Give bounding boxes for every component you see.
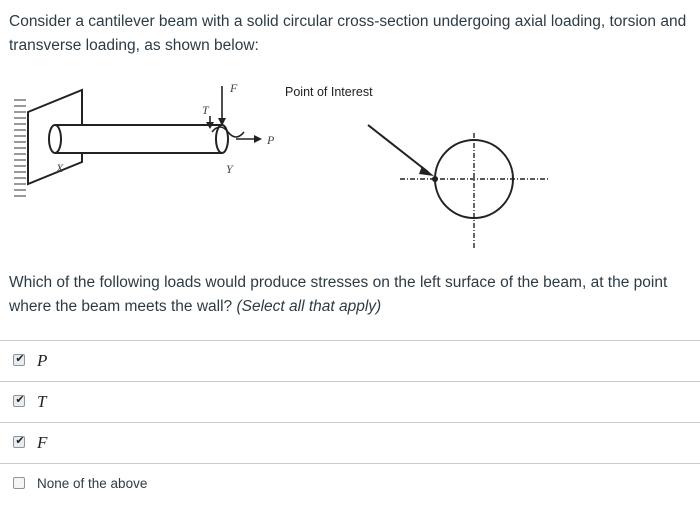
checkmark-icon: ✔ — [15, 434, 25, 447]
label-X: X — [56, 161, 64, 175]
answer-option-P[interactable] — [0, 340, 700, 381]
answer-list — [0, 340, 700, 504]
point-of-interest-arrow — [368, 125, 434, 176]
checkmark-icon: ✔ — [15, 352, 25, 365]
question-text: Which of the following loads would produce stresses on the left surface of the beam, at the point where the beam meets the wall? — [9, 274, 668, 315]
answer-checkbox-none[interactable] — [13, 477, 25, 489]
wall-hatching — [14, 100, 26, 196]
label-T: T — [202, 103, 209, 117]
force-F-arrow — [218, 86, 226, 126]
answer-checkbox-T[interactable] — [13, 395, 25, 407]
beam-figure — [0, 78, 700, 258]
point-of-interest-label: Point of Interest — [285, 85, 373, 99]
answer-option-T[interactable] — [0, 381, 700, 422]
answer-label-T: T — [37, 392, 47, 411]
answer-checkbox-P[interactable] — [13, 354, 25, 366]
beam — [49, 125, 228, 153]
question-intro: Consider a cantilever beam with a solid circular cross-section undergoing axial loading, torsion and transverse loading, as shown below: — [9, 13, 687, 54]
label-P: P — [267, 133, 275, 147]
label-F: F — [230, 81, 238, 95]
answer-option-F[interactable] — [0, 422, 700, 463]
cross-section — [400, 133, 548, 250]
answer-label-none: None of the above — [37, 476, 148, 491]
question-instruction: (Select all that apply) — [236, 298, 382, 315]
question-prompt — [9, 271, 697, 319]
beam-diagram — [0, 78, 700, 258]
answer-label-F: F — [37, 433, 48, 452]
label-Y: Y — [226, 162, 233, 176]
checkmark-icon: ✔ — [15, 393, 25, 406]
answer-checkbox-F[interactable] — [13, 436, 25, 448]
answer-label-P: P — [37, 351, 48, 370]
answer-option-none[interactable] — [0, 463, 700, 504]
